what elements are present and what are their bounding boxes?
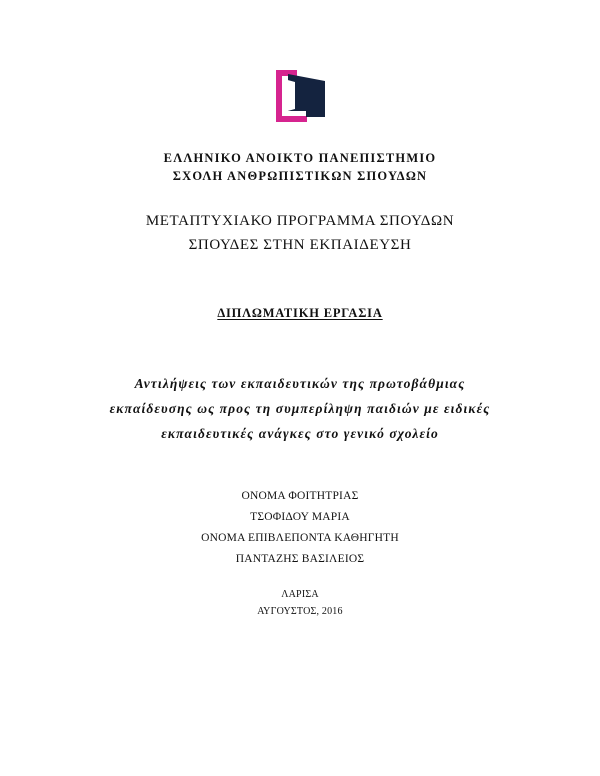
thesis-title-line-1: Αντιλήψεις των εκπαιδευτικών της πρωτοβάθμιας	[134, 376, 466, 391]
thesis-title-line-3: εκπαιδευτικές ανάγκες στο γενικό σχολείο	[161, 426, 439, 441]
document-type: ΔΙΠΛΩΜΑΤΙΚΗ ΕΡΓΑΣΙΑ	[217, 306, 383, 320]
logo-white-page	[284, 79, 295, 112]
university-name: ΕΛΛΗΝΙΚΟ ΑΝΟΙΚΤΟ ΠΑΝΕΠΙΣΤΗΜΙΟ	[163, 151, 437, 165]
supervisor-label: ΟΝΟΜΑ ΕΠΙΒΛΕΠΟΝΤΑ ΚΑΘΗΓΗΤΗ	[201, 532, 399, 544]
program-specialization: ΣΠΟΥΔΕΣ ΣΤΗΝ ΕΚΠΑΙΔΕΥΣΗ	[188, 237, 412, 253]
date: ΑΥΓΟΥΣΤΟΣ, 2016	[257, 606, 343, 617]
supervisor-name: ΠΑΝΤΑΖΗΣ ΒΑΣΙΛΕΙΟΣ	[235, 553, 365, 565]
university-logo-icon	[276, 70, 326, 122]
thesis-title-line-2: εκπαίδευσης ως προς τη συμπερίληψη παιδιών με ειδικές	[109, 401, 491, 416]
program-name: ΜΕΤΑΠΤΥΧΙΑΚΟ ΠΡΟΓΡΑΜΜΑ ΣΠΟΥΔΩΝ	[145, 213, 455, 229]
school-name: ΣΧΟΛΗ ΑΝΘΡΩΠΙΣΤΙΚΩΝ ΣΠΟΥΔΩΝ	[172, 169, 428, 183]
student-label: ΟΝΟΜΑ ΦΟΙΤΗΤΡΙΑΣ	[241, 490, 359, 502]
logo-magenta-bottom	[276, 116, 307, 122]
student-name: ΤΣΟΦΙΔΟΥ ΜΑΡΙΑ	[250, 511, 350, 523]
logo-magenta-left	[276, 70, 282, 122]
place: ΛΑΡΙΣΑ	[281, 589, 319, 600]
